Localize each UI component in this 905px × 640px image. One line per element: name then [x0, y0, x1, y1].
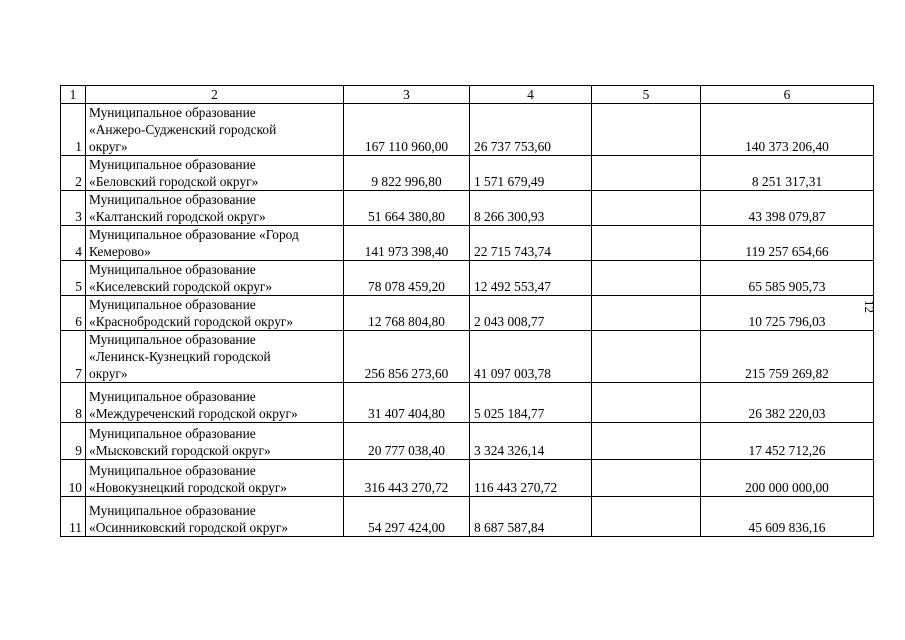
- municipality-name: [86, 423, 344, 460]
- municipality-name-line: «Новокузнецкий городской округ»: [89, 480, 288, 495]
- municipality-name-line: Муниципальное образование: [89, 389, 256, 404]
- table-row: [61, 191, 874, 226]
- table-row: [61, 497, 874, 537]
- municipality-name: [86, 104, 344, 156]
- municipality-name-line: Муниципальное образование: [89, 426, 256, 441]
- value-col-4: 2 043 008,77: [470, 296, 592, 331]
- table-row: [61, 460, 874, 497]
- row-number: 8: [61, 383, 86, 423]
- value-col-4: 1 571 679,49: [470, 156, 592, 191]
- value-col-3: 51 664 380,80: [344, 191, 470, 226]
- table-row: [61, 226, 874, 261]
- value-col-6: 140 373 206,40: [701, 104, 874, 156]
- value-col-6: 215 759 269,82: [701, 331, 874, 383]
- municipality-name-line: «Ленинск-Кузнецкий городской: [89, 349, 271, 364]
- table-row: [61, 383, 874, 423]
- header-cell-6: 6: [701, 86, 874, 104]
- value-col-3: 31 407 404,80: [344, 383, 470, 423]
- municipality-name-line: Кемерово»: [89, 244, 151, 259]
- value-col-6: 8 251 317,31: [701, 156, 874, 191]
- municipality-name: [86, 191, 344, 226]
- value-col-3: 9 822 996,80: [344, 156, 470, 191]
- value-col-3: 316 443 270,72: [344, 460, 470, 497]
- value-col-3: 54 297 424,00: [344, 497, 470, 537]
- value-col-5: [592, 497, 701, 537]
- value-col-6: 17 452 712,26: [701, 423, 874, 460]
- value-col-6: 200 000 000,00: [701, 460, 874, 497]
- municipality-name-line: округ»: [89, 366, 128, 381]
- municipality-name-line: Муниципальное образование «Город: [89, 227, 299, 242]
- municipality-name: [86, 156, 344, 191]
- header-cell-2: 2: [86, 86, 344, 104]
- municipality-name: [86, 261, 344, 296]
- value-col-5: [592, 156, 701, 191]
- value-col-5: [592, 423, 701, 460]
- header-cell-5: 5: [592, 86, 701, 104]
- municipality-name: [86, 226, 344, 261]
- budget-table: [60, 85, 874, 537]
- value-col-4: 3 324 326,14: [470, 423, 592, 460]
- municipality-name-line: Муниципальное образование: [89, 463, 256, 478]
- value-col-6: 45 609 836,16: [701, 497, 874, 537]
- municipality-name-line: Муниципальное образование: [89, 503, 256, 518]
- municipality-name-line: Муниципальное образование: [89, 192, 256, 207]
- value-col-4: 8 266 300,93: [470, 191, 592, 226]
- table-row: [61, 261, 874, 296]
- municipality-name-line: «Калтанский городской округ»: [89, 209, 266, 224]
- municipality-name-line: «Беловский городской округ»: [89, 174, 259, 189]
- table-row: [61, 331, 874, 383]
- value-col-3: 78 078 459,20: [344, 261, 470, 296]
- municipality-name-line: Муниципальное образование: [89, 297, 256, 312]
- row-number: 1: [61, 104, 86, 156]
- value-col-5: [592, 460, 701, 497]
- value-col-4: 8 687 587,84: [470, 497, 592, 537]
- row-number: 7: [61, 331, 86, 383]
- municipality-name-line: «Киселевский городской округ»: [89, 279, 273, 294]
- municipality-name-line: Муниципальное образование: [89, 262, 256, 277]
- row-number: 10: [61, 460, 86, 497]
- municipality-name: [86, 497, 344, 537]
- table-row: [61, 296, 874, 331]
- value-col-3: 167 110 960,00: [344, 104, 470, 156]
- municipality-name-line: «Мысковский городской округ»: [89, 443, 271, 458]
- municipality-name-line: «Краснобродский городской округ»: [89, 314, 294, 329]
- municipality-name-line: «Анжеро-Судженский городской: [89, 122, 277, 137]
- value-col-6: 26 382 220,03: [701, 383, 874, 423]
- municipality-name: [86, 331, 344, 383]
- row-number: 9: [61, 423, 86, 460]
- value-col-3: 12 768 804,80: [344, 296, 470, 331]
- value-col-4: 41 097 003,78: [470, 331, 592, 383]
- municipality-name-line: «Междуреченский городской округ»: [89, 406, 298, 421]
- value-col-5: [592, 261, 701, 296]
- value-col-4: 26 737 753,60: [470, 104, 592, 156]
- value-col-5: [592, 296, 701, 331]
- header-row: [61, 86, 874, 104]
- header-cell-3: 3: [344, 86, 470, 104]
- municipality-name: [86, 296, 344, 331]
- row-number: 5: [61, 261, 86, 296]
- municipality-name-line: Муниципальное образование: [89, 105, 256, 120]
- municipality-name-line: Муниципальное образование: [89, 157, 256, 172]
- value-col-5: [592, 104, 701, 156]
- table-row: [61, 104, 874, 156]
- row-number: 4: [61, 226, 86, 261]
- page-number: 12: [862, 300, 877, 313]
- value-col-6: 10 725 796,03: [701, 296, 874, 331]
- value-col-6: 43 398 079,87: [701, 191, 874, 226]
- value-col-5: [592, 331, 701, 383]
- row-number: 6: [61, 296, 86, 331]
- value-col-4: 22 715 743,74: [470, 226, 592, 261]
- municipality-name: [86, 383, 344, 423]
- value-col-5: [592, 226, 701, 261]
- value-col-5: [592, 191, 701, 226]
- value-col-6: 119 257 654,66: [701, 226, 874, 261]
- value-col-4: 116 443 270,72: [470, 460, 592, 497]
- municipality-name-line: «Осинниковский городской округ»: [89, 520, 289, 535]
- value-col-3: 20 777 038,40: [344, 423, 470, 460]
- table-row: [61, 423, 874, 460]
- value-col-4: 12 492 553,47: [470, 261, 592, 296]
- value-col-5: [592, 383, 701, 423]
- value-col-4: 5 025 184,77: [470, 383, 592, 423]
- value-col-3: 141 973 398,40: [344, 226, 470, 261]
- row-number: 11: [61, 497, 86, 537]
- municipality-name: [86, 460, 344, 497]
- value-col-6: 65 585 905,73: [701, 261, 874, 296]
- row-number: 2: [61, 156, 86, 191]
- header-cell-4: 4: [470, 86, 592, 104]
- row-number: 3: [61, 191, 86, 226]
- table-row: [61, 156, 874, 191]
- header-cell-1: 1: [61, 86, 86, 104]
- municipality-name-line: округ»: [89, 139, 128, 154]
- municipality-name-line: Муниципальное образование: [89, 332, 256, 347]
- value-col-3: 256 856 273,60: [344, 331, 470, 383]
